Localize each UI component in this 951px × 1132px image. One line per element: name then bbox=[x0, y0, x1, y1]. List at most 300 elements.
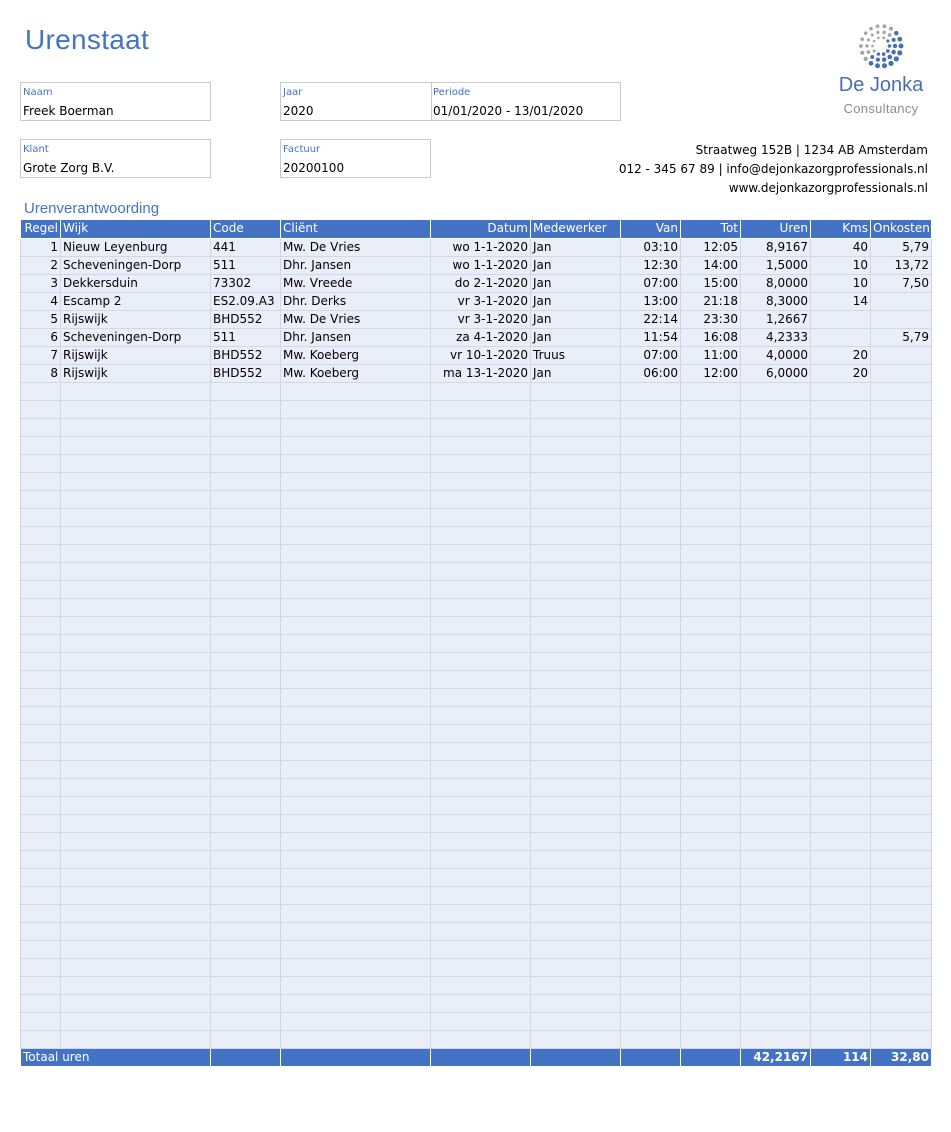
empty-table-row[interactable] bbox=[21, 616, 932, 634]
empty-cell[interactable] bbox=[531, 724, 621, 742]
cell-regel[interactable]: 1 bbox=[21, 238, 61, 256]
empty-cell[interactable] bbox=[741, 598, 811, 616]
empty-table-row[interactable] bbox=[21, 778, 932, 796]
empty-cell[interactable] bbox=[431, 670, 531, 688]
empty-cell[interactable] bbox=[871, 562, 932, 580]
empty-cell[interactable] bbox=[211, 544, 281, 562]
cell-kms[interactable]: 20 bbox=[811, 364, 871, 382]
empty-cell[interactable] bbox=[281, 544, 431, 562]
empty-cell[interactable] bbox=[621, 958, 681, 976]
empty-cell[interactable] bbox=[281, 760, 431, 778]
empty-cell[interactable] bbox=[61, 418, 211, 436]
empty-table-row[interactable] bbox=[21, 1012, 932, 1030]
empty-cell[interactable] bbox=[281, 670, 431, 688]
empty-table-row[interactable] bbox=[21, 976, 932, 994]
empty-cell[interactable] bbox=[811, 760, 871, 778]
header-regel[interactable]: Regel bbox=[21, 220, 61, 238]
empty-cell[interactable] bbox=[281, 652, 431, 670]
empty-cell[interactable] bbox=[681, 796, 741, 814]
empty-cell[interactable] bbox=[811, 562, 871, 580]
empty-cell[interactable] bbox=[681, 904, 741, 922]
cell-datum[interactable]: vr 3-1-2020 bbox=[431, 310, 531, 328]
empty-cell[interactable] bbox=[621, 796, 681, 814]
empty-cell[interactable] bbox=[211, 688, 281, 706]
empty-table-row[interactable] bbox=[21, 472, 932, 490]
cell-uren[interactable]: 8,0000 bbox=[741, 274, 811, 292]
empty-cell[interactable] bbox=[741, 472, 811, 490]
empty-table-row[interactable] bbox=[21, 724, 932, 742]
cell-code[interactable]: 73302 bbox=[211, 274, 281, 292]
empty-cell[interactable] bbox=[21, 958, 61, 976]
cell-tot[interactable]: 15:00 bbox=[681, 274, 741, 292]
empty-cell[interactable] bbox=[621, 760, 681, 778]
empty-cell[interactable] bbox=[741, 994, 811, 1012]
empty-cell[interactable] bbox=[531, 652, 621, 670]
empty-cell[interactable] bbox=[211, 778, 281, 796]
empty-cell[interactable] bbox=[211, 832, 281, 850]
empty-cell[interactable] bbox=[681, 670, 741, 688]
empty-cell[interactable] bbox=[871, 418, 932, 436]
header-onkosten[interactable]: Onkosten bbox=[871, 220, 932, 238]
empty-cell[interactable] bbox=[531, 976, 621, 994]
table-row[interactable] bbox=[21, 274, 932, 292]
empty-cell[interactable] bbox=[621, 562, 681, 580]
empty-cell[interactable] bbox=[741, 634, 811, 652]
empty-cell[interactable] bbox=[531, 742, 621, 760]
cell-uren[interactable]: 1,2667 bbox=[741, 310, 811, 328]
empty-cell[interactable] bbox=[871, 526, 932, 544]
empty-cell[interactable] bbox=[741, 562, 811, 580]
empty-cell[interactable] bbox=[621, 778, 681, 796]
empty-cell[interactable] bbox=[811, 616, 871, 634]
empty-cell[interactable] bbox=[431, 562, 531, 580]
empty-cell[interactable] bbox=[431, 778, 531, 796]
cell-kms[interactable]: 40 bbox=[811, 238, 871, 256]
empty-cell[interactable] bbox=[811, 634, 871, 652]
cell-code[interactable]: BHD552 bbox=[211, 364, 281, 382]
empty-table-row[interactable] bbox=[21, 652, 932, 670]
empty-cell[interactable] bbox=[431, 850, 531, 868]
cell-code[interactable]: BHD552 bbox=[211, 310, 281, 328]
empty-cell[interactable] bbox=[621, 544, 681, 562]
cell-datum[interactable]: vr 10-1-2020 bbox=[431, 346, 531, 364]
empty-cell[interactable] bbox=[281, 490, 431, 508]
empty-cell[interactable] bbox=[681, 706, 741, 724]
empty-cell[interactable] bbox=[211, 580, 281, 598]
cell-tot[interactable]: 12:00 bbox=[681, 364, 741, 382]
empty-cell[interactable] bbox=[871, 544, 932, 562]
empty-cell[interactable] bbox=[281, 724, 431, 742]
empty-cell[interactable] bbox=[531, 382, 621, 400]
empty-cell[interactable] bbox=[621, 382, 681, 400]
empty-cell[interactable] bbox=[21, 382, 61, 400]
empty-cell[interactable] bbox=[21, 778, 61, 796]
empty-cell[interactable] bbox=[681, 454, 741, 472]
table-row[interactable] bbox=[21, 238, 932, 256]
cell-wijk[interactable]: Scheveningen-Dorp bbox=[61, 256, 211, 274]
empty-table-row[interactable] bbox=[21, 760, 932, 778]
empty-cell[interactable] bbox=[811, 454, 871, 472]
empty-cell[interactable] bbox=[281, 616, 431, 634]
empty-cell[interactable] bbox=[61, 832, 211, 850]
cell-medewerker[interactable]: Jan bbox=[531, 238, 621, 256]
empty-cell[interactable] bbox=[61, 472, 211, 490]
empty-cell[interactable] bbox=[681, 580, 741, 598]
empty-cell[interactable] bbox=[741, 778, 811, 796]
empty-cell[interactable] bbox=[431, 472, 531, 490]
empty-cell[interactable] bbox=[621, 976, 681, 994]
empty-cell[interactable] bbox=[871, 580, 932, 598]
cell-onkosten[interactable]: 5,79 bbox=[871, 238, 932, 256]
cell-uren[interactable]: 8,3000 bbox=[741, 292, 811, 310]
empty-cell[interactable] bbox=[431, 724, 531, 742]
empty-cell[interactable] bbox=[871, 382, 932, 400]
cell-wijk[interactable]: Rijswijk bbox=[61, 310, 211, 328]
empty-cell[interactable] bbox=[621, 688, 681, 706]
empty-cell[interactable] bbox=[431, 886, 531, 904]
empty-cell[interactable] bbox=[21, 472, 61, 490]
empty-cell[interactable] bbox=[621, 706, 681, 724]
empty-cell[interactable] bbox=[871, 706, 932, 724]
empty-cell[interactable] bbox=[531, 544, 621, 562]
empty-cell[interactable] bbox=[741, 958, 811, 976]
header-datum[interactable]: Datum bbox=[431, 220, 531, 238]
cell-kms[interactable] bbox=[811, 328, 871, 346]
cell-regel[interactable]: 5 bbox=[21, 310, 61, 328]
empty-cell[interactable] bbox=[61, 778, 211, 796]
empty-table-row[interactable] bbox=[21, 382, 932, 400]
empty-cell[interactable] bbox=[811, 400, 871, 418]
empty-cell[interactable] bbox=[811, 382, 871, 400]
empty-cell[interactable] bbox=[681, 940, 741, 958]
empty-cell[interactable] bbox=[531, 562, 621, 580]
table-row[interactable] bbox=[21, 310, 932, 328]
empty-cell[interactable] bbox=[281, 706, 431, 724]
empty-cell[interactable] bbox=[21, 976, 61, 994]
empty-cell[interactable] bbox=[21, 580, 61, 598]
cell-medewerker[interactable]: Jan bbox=[531, 364, 621, 382]
cell-kms[interactable]: 10 bbox=[811, 274, 871, 292]
empty-cell[interactable] bbox=[741, 1030, 811, 1048]
empty-cell[interactable] bbox=[61, 688, 211, 706]
empty-cell[interactable] bbox=[281, 1030, 431, 1048]
empty-cell[interactable] bbox=[741, 652, 811, 670]
empty-cell[interactable] bbox=[61, 1030, 211, 1048]
empty-cell[interactable] bbox=[61, 706, 211, 724]
empty-cell[interactable] bbox=[211, 976, 281, 994]
empty-cell[interactable] bbox=[621, 742, 681, 760]
cell-datum[interactable]: ma 13-1-2020 bbox=[431, 364, 531, 382]
empty-cell[interactable] bbox=[871, 724, 932, 742]
empty-cell[interactable] bbox=[281, 940, 431, 958]
empty-cell[interactable] bbox=[531, 778, 621, 796]
klant-field[interactable] bbox=[20, 139, 211, 178]
empty-cell[interactable] bbox=[681, 382, 741, 400]
empty-cell[interactable] bbox=[741, 742, 811, 760]
cell-code[interactable]: 511 bbox=[211, 328, 281, 346]
empty-cell[interactable] bbox=[61, 400, 211, 418]
cell-onkosten[interactable]: 5,79 bbox=[871, 328, 932, 346]
empty-cell[interactable] bbox=[431, 742, 531, 760]
empty-cell[interactable] bbox=[681, 724, 741, 742]
empty-cell[interactable] bbox=[61, 1012, 211, 1030]
empty-cell[interactable] bbox=[281, 850, 431, 868]
empty-cell[interactable] bbox=[281, 796, 431, 814]
empty-cell[interactable] bbox=[61, 886, 211, 904]
empty-cell[interactable] bbox=[681, 994, 741, 1012]
empty-cell[interactable] bbox=[211, 742, 281, 760]
cell-uren[interactable]: 1,5000 bbox=[741, 256, 811, 274]
cell-kms[interactable] bbox=[811, 310, 871, 328]
cell-tot[interactable]: 16:08 bbox=[681, 328, 741, 346]
empty-cell[interactable] bbox=[211, 634, 281, 652]
empty-cell[interactable] bbox=[531, 688, 621, 706]
cell-tot[interactable]: 12:05 bbox=[681, 238, 741, 256]
empty-cell[interactable] bbox=[531, 598, 621, 616]
empty-cell[interactable] bbox=[21, 526, 61, 544]
empty-cell[interactable] bbox=[871, 688, 932, 706]
empty-cell[interactable] bbox=[811, 868, 871, 886]
empty-cell[interactable] bbox=[811, 832, 871, 850]
empty-cell[interactable] bbox=[741, 724, 811, 742]
empty-cell[interactable] bbox=[281, 958, 431, 976]
empty-table-row[interactable] bbox=[21, 670, 932, 688]
empty-cell[interactable] bbox=[871, 976, 932, 994]
empty-cell[interactable] bbox=[281, 778, 431, 796]
cell-code[interactable]: ES2.09.A3 bbox=[211, 292, 281, 310]
empty-cell[interactable] bbox=[871, 454, 932, 472]
cell-tot[interactable]: 14:00 bbox=[681, 256, 741, 274]
empty-cell[interactable] bbox=[811, 688, 871, 706]
empty-cell[interactable] bbox=[431, 526, 531, 544]
empty-cell[interactable] bbox=[811, 724, 871, 742]
empty-table-row[interactable] bbox=[21, 940, 932, 958]
empty-cell[interactable] bbox=[811, 886, 871, 904]
empty-cell[interactable] bbox=[681, 562, 741, 580]
empty-cell[interactable] bbox=[431, 508, 531, 526]
empty-cell[interactable] bbox=[741, 760, 811, 778]
empty-cell[interactable] bbox=[281, 1012, 431, 1030]
cell-code[interactable]: 441 bbox=[211, 238, 281, 256]
empty-cell[interactable] bbox=[531, 634, 621, 652]
empty-cell[interactable] bbox=[21, 796, 61, 814]
cell-van[interactable]: 13:00 bbox=[621, 292, 681, 310]
empty-cell[interactable] bbox=[531, 868, 621, 886]
cell-code[interactable]: BHD552 bbox=[211, 346, 281, 364]
cell-kms[interactable]: 14 bbox=[811, 292, 871, 310]
empty-table-row[interactable] bbox=[21, 544, 932, 562]
empty-cell[interactable] bbox=[681, 886, 741, 904]
empty-cell[interactable] bbox=[811, 994, 871, 1012]
empty-cell[interactable] bbox=[211, 1030, 281, 1048]
empty-cell[interactable] bbox=[61, 544, 211, 562]
empty-cell[interactable] bbox=[621, 508, 681, 526]
empty-cell[interactable] bbox=[531, 490, 621, 508]
empty-cell[interactable] bbox=[811, 670, 871, 688]
empty-cell[interactable] bbox=[61, 814, 211, 832]
empty-cell[interactable] bbox=[681, 418, 741, 436]
empty-cell[interactable] bbox=[21, 400, 61, 418]
empty-cell[interactable] bbox=[21, 634, 61, 652]
cell-kms[interactable]: 10 bbox=[811, 256, 871, 274]
empty-cell[interactable] bbox=[531, 796, 621, 814]
empty-cell[interactable] bbox=[741, 886, 811, 904]
empty-cell[interactable] bbox=[21, 886, 61, 904]
empty-cell[interactable] bbox=[681, 688, 741, 706]
empty-cell[interactable] bbox=[211, 454, 281, 472]
empty-cell[interactable] bbox=[741, 544, 811, 562]
empty-cell[interactable] bbox=[211, 436, 281, 454]
empty-cell[interactable] bbox=[431, 832, 531, 850]
empty-cell[interactable] bbox=[21, 760, 61, 778]
empty-cell[interactable] bbox=[871, 778, 932, 796]
empty-cell[interactable] bbox=[431, 454, 531, 472]
empty-table-row[interactable] bbox=[21, 400, 932, 418]
empty-cell[interactable] bbox=[741, 382, 811, 400]
empty-cell[interactable] bbox=[811, 580, 871, 598]
empty-cell[interactable] bbox=[211, 724, 281, 742]
empty-cell[interactable] bbox=[431, 634, 531, 652]
empty-cell[interactable] bbox=[531, 436, 621, 454]
empty-cell[interactable] bbox=[431, 706, 531, 724]
empty-cell[interactable] bbox=[871, 886, 932, 904]
cell-medewerker[interactable]: Truus bbox=[531, 346, 621, 364]
empty-cell[interactable] bbox=[431, 688, 531, 706]
empty-cell[interactable] bbox=[431, 652, 531, 670]
cell-wijk[interactable]: Scheveningen-Dorp bbox=[61, 328, 211, 346]
empty-cell[interactable] bbox=[61, 742, 211, 760]
empty-cell[interactable] bbox=[61, 490, 211, 508]
empty-cell[interactable] bbox=[281, 688, 431, 706]
cell-uren[interactable]: 6,0000 bbox=[741, 364, 811, 382]
empty-cell[interactable] bbox=[21, 598, 61, 616]
empty-cell[interactable] bbox=[871, 742, 932, 760]
empty-cell[interactable] bbox=[21, 562, 61, 580]
empty-cell[interactable] bbox=[21, 922, 61, 940]
empty-cell[interactable] bbox=[281, 814, 431, 832]
empty-cell[interactable] bbox=[811, 850, 871, 868]
header-van[interactable]: Van bbox=[621, 220, 681, 238]
empty-cell[interactable] bbox=[281, 598, 431, 616]
empty-cell[interactable] bbox=[281, 742, 431, 760]
empty-table-row[interactable] bbox=[21, 526, 932, 544]
empty-cell[interactable] bbox=[211, 508, 281, 526]
header-tot[interactable]: Tot bbox=[681, 220, 741, 238]
factuur-field[interactable] bbox=[280, 139, 431, 178]
cell-onkosten[interactable] bbox=[871, 364, 932, 382]
empty-table-row[interactable] bbox=[21, 454, 932, 472]
empty-cell[interactable] bbox=[61, 760, 211, 778]
empty-cell[interactable] bbox=[871, 634, 932, 652]
empty-cell[interactable] bbox=[871, 508, 932, 526]
empty-cell[interactable] bbox=[211, 616, 281, 634]
cell-regel[interactable]: 2 bbox=[21, 256, 61, 274]
empty-cell[interactable] bbox=[621, 832, 681, 850]
empty-cell[interactable] bbox=[681, 490, 741, 508]
empty-cell[interactable] bbox=[811, 940, 871, 958]
empty-cell[interactable] bbox=[681, 598, 741, 616]
empty-cell[interactable] bbox=[811, 508, 871, 526]
empty-table-row[interactable] bbox=[21, 418, 932, 436]
cell-regel[interactable]: 6 bbox=[21, 328, 61, 346]
empty-cell[interactable] bbox=[531, 526, 621, 544]
empty-cell[interactable] bbox=[431, 598, 531, 616]
empty-cell[interactable] bbox=[21, 688, 61, 706]
empty-cell[interactable] bbox=[621, 886, 681, 904]
cell-client[interactable]: Mw. Vreede bbox=[281, 274, 431, 292]
empty-cell[interactable] bbox=[811, 526, 871, 544]
cell-tot[interactable]: 21:18 bbox=[681, 292, 741, 310]
empty-cell[interactable] bbox=[681, 544, 741, 562]
empty-table-row[interactable] bbox=[21, 904, 932, 922]
cell-datum[interactable]: vr 3-1-2020 bbox=[431, 292, 531, 310]
empty-table-row[interactable] bbox=[21, 814, 932, 832]
empty-table-row[interactable] bbox=[21, 922, 932, 940]
empty-cell[interactable] bbox=[741, 436, 811, 454]
empty-cell[interactable] bbox=[871, 490, 932, 508]
cell-wijk[interactable]: Rijswijk bbox=[61, 346, 211, 364]
empty-cell[interactable] bbox=[281, 508, 431, 526]
table-row[interactable] bbox=[21, 256, 932, 274]
empty-cell[interactable] bbox=[61, 976, 211, 994]
empty-cell[interactable] bbox=[621, 472, 681, 490]
empty-cell[interactable] bbox=[211, 940, 281, 958]
cell-regel[interactable]: 8 bbox=[21, 364, 61, 382]
empty-cell[interactable] bbox=[681, 1012, 741, 1030]
empty-cell[interactable] bbox=[531, 850, 621, 868]
empty-cell[interactable] bbox=[681, 634, 741, 652]
empty-cell[interactable] bbox=[681, 526, 741, 544]
empty-cell[interactable] bbox=[741, 688, 811, 706]
empty-cell[interactable] bbox=[211, 868, 281, 886]
empty-cell[interactable] bbox=[741, 832, 811, 850]
empty-cell[interactable] bbox=[281, 562, 431, 580]
empty-cell[interactable] bbox=[21, 904, 61, 922]
empty-cell[interactable] bbox=[431, 418, 531, 436]
empty-cell[interactable] bbox=[811, 976, 871, 994]
cell-medewerker[interactable]: Jan bbox=[531, 256, 621, 274]
header-kms[interactable]: Kms bbox=[811, 220, 871, 238]
empty-cell[interactable] bbox=[21, 616, 61, 634]
empty-cell[interactable] bbox=[211, 1012, 281, 1030]
empty-cell[interactable] bbox=[681, 742, 741, 760]
empty-cell[interactable] bbox=[211, 850, 281, 868]
empty-table-row[interactable] bbox=[21, 796, 932, 814]
empty-cell[interactable] bbox=[531, 1030, 621, 1048]
empty-cell[interactable] bbox=[621, 1030, 681, 1048]
empty-cell[interactable] bbox=[531, 940, 621, 958]
cell-wijk[interactable]: Escamp 2 bbox=[61, 292, 211, 310]
empty-cell[interactable] bbox=[621, 490, 681, 508]
empty-table-row[interactable] bbox=[21, 1030, 932, 1048]
empty-cell[interactable] bbox=[871, 868, 932, 886]
cell-tot[interactable]: 23:30 bbox=[681, 310, 741, 328]
empty-table-row[interactable] bbox=[21, 742, 932, 760]
empty-cell[interactable] bbox=[811, 652, 871, 670]
empty-cell[interactable] bbox=[741, 580, 811, 598]
empty-cell[interactable] bbox=[281, 904, 431, 922]
empty-cell[interactable] bbox=[741, 850, 811, 868]
empty-cell[interactable] bbox=[21, 868, 61, 886]
empty-cell[interactable] bbox=[811, 706, 871, 724]
empty-cell[interactable] bbox=[741, 508, 811, 526]
empty-cell[interactable] bbox=[681, 400, 741, 418]
empty-cell[interactable] bbox=[281, 976, 431, 994]
cell-medewerker[interactable]: Jan bbox=[531, 328, 621, 346]
empty-cell[interactable] bbox=[741, 904, 811, 922]
empty-cell[interactable] bbox=[871, 1012, 932, 1030]
empty-cell[interactable] bbox=[281, 436, 431, 454]
